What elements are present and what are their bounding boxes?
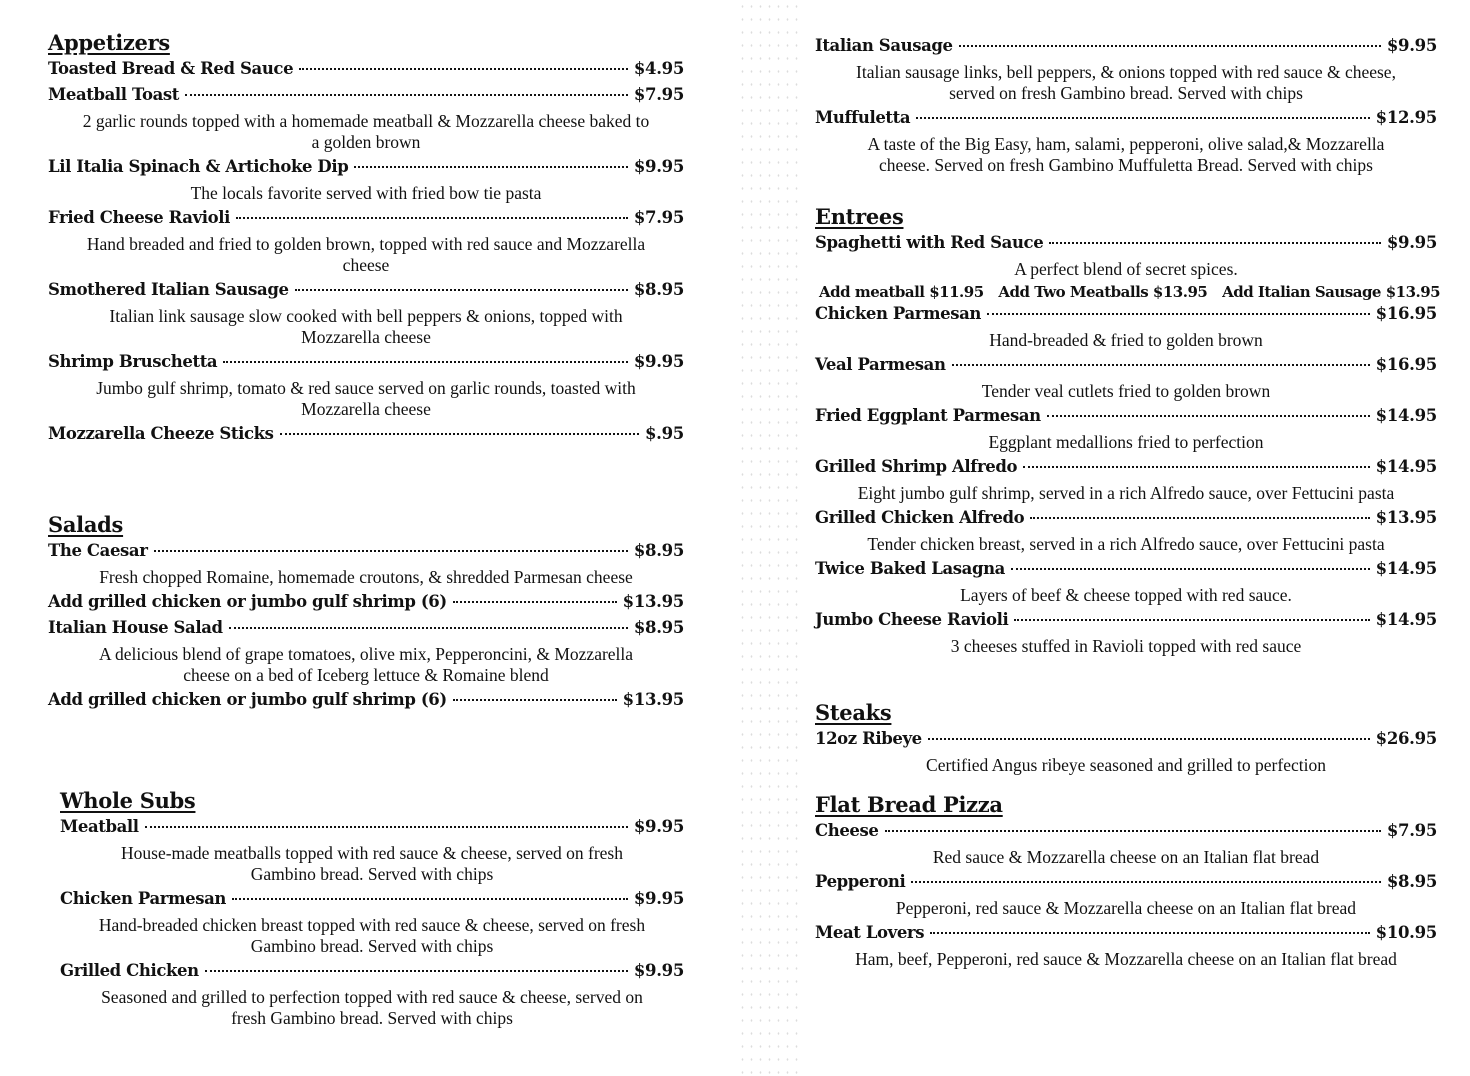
item-line xyxy=(48,690,684,716)
item-line xyxy=(48,424,684,450)
item-price: $9.95 xyxy=(1386,233,1437,252)
menu-item xyxy=(48,352,684,420)
leader-dots xyxy=(229,627,628,629)
item-line xyxy=(815,355,1437,381)
menu-item xyxy=(60,961,684,1029)
item-line xyxy=(815,406,1437,432)
item-name: Mozzarella Cheeze Sticks xyxy=(48,424,274,443)
menu-item xyxy=(815,36,1437,104)
menu-item xyxy=(48,280,684,348)
leader-dots xyxy=(236,217,628,219)
item-description: Ham, beef, Pepperoni, red sauce & Mozzarella cheese on an Italian flat bread xyxy=(855,949,1397,969)
salads-heading: Salads xyxy=(48,512,124,537)
menu-item xyxy=(48,690,684,716)
leader-dots xyxy=(1023,466,1370,468)
item-description: Eight jumbo gulf shrimp, served in a rich Alfredo sauce, over Fettucini pasta xyxy=(857,483,1395,503)
item-price: $8.95 xyxy=(633,280,684,299)
item-name: Toasted Bread & Red Sauce xyxy=(48,59,294,78)
item-name: Meat Lovers xyxy=(815,923,925,942)
item-line xyxy=(815,36,1437,62)
item-price: $13.95 xyxy=(622,690,684,709)
item-price: $16.95 xyxy=(1375,304,1437,323)
item-price: $9.95 xyxy=(633,889,684,908)
item-name: Chicken Parmesan xyxy=(60,889,226,908)
item-price: $4.95 xyxy=(633,59,684,78)
leader-dots xyxy=(185,94,628,96)
item-name: The Caesar xyxy=(48,541,148,560)
leader-dots xyxy=(911,881,1380,883)
menu-item xyxy=(60,889,684,957)
item-description: Seasoned and grilled to perfection topped with red sauce & cheese, served on fresh Gambino bread. Served with chips xyxy=(101,987,643,1028)
item-description: House-made meatballs topped with red sauce & cheese, served on fresh Gambino bread. Served with chips xyxy=(121,843,623,884)
item-name: Fried Eggplant Parmesan xyxy=(815,406,1041,425)
item-name: Fried Cheese Ravioli xyxy=(48,208,230,227)
item-description: Tender veal cutlets fried to golden brown xyxy=(981,381,1271,401)
item-description: Hand-breaded chicken breast topped with red sauce & cheese, served on fresh Gambino bread. Served with chips xyxy=(98,915,646,956)
menu-item xyxy=(815,108,1437,176)
item-name: Italian Sausage xyxy=(815,36,953,55)
item-name: Spaghetti with Red Sauce xyxy=(815,233,1044,252)
menu-item xyxy=(48,541,684,588)
spaghetti-addons xyxy=(815,280,1441,304)
page-fold xyxy=(738,0,802,1076)
item-line xyxy=(48,85,684,111)
menu-item xyxy=(48,208,684,276)
item-description: Italian sausage links, bell peppers, & onions topped with red sauce & cheese, served on fresh Gambino bread. Served with chips xyxy=(856,62,1396,103)
pizza-heading: Flat Bread Pizza xyxy=(815,792,1003,817)
menu-item xyxy=(48,618,684,686)
item-price: $14.95 xyxy=(1375,610,1437,629)
appetizers-heading: Appetizers xyxy=(48,30,170,55)
item-name: Add grilled chicken or jumbo gulf shrimp (6) xyxy=(48,690,447,709)
item-description: Italian link sausage slow cooked with bell peppers & onions, topped with Mozzarella cheese xyxy=(109,306,623,347)
addon-sausage: Add Italian Sausage $13.95 xyxy=(1222,283,1441,301)
item-price: $10.95 xyxy=(1375,923,1437,942)
item-line xyxy=(48,352,684,378)
item-line xyxy=(48,157,684,183)
leader-dots xyxy=(916,117,1369,119)
item-name: Jumbo Cheese Ravioli xyxy=(815,610,1009,629)
leader-dots xyxy=(145,826,628,828)
subs-section xyxy=(60,788,684,1033)
item-price: $14.95 xyxy=(1375,406,1437,425)
leader-dots xyxy=(205,970,628,972)
pizza-section xyxy=(815,792,1437,974)
item-price: $7.95 xyxy=(1386,821,1437,840)
entrees-section xyxy=(815,204,1441,661)
leader-dots xyxy=(1030,517,1369,519)
leader-dots xyxy=(295,289,628,291)
item-price: $7.95 xyxy=(633,85,684,104)
item-name: Chicken Parmesan xyxy=(815,304,981,323)
leader-dots xyxy=(280,433,639,435)
item-description: Layers of beef & cheese topped with red sauce. xyxy=(960,585,1292,605)
item-line xyxy=(815,108,1437,134)
item-line xyxy=(60,961,684,987)
menu-item xyxy=(815,508,1437,555)
item-line xyxy=(815,304,1437,330)
item-name: Shrimp Bruschetta xyxy=(48,352,218,371)
item-description: Fresh chopped Romaine, homemade croutons, & shredded Parmesan cheese xyxy=(99,567,633,587)
appetizers-section xyxy=(48,30,684,450)
item-line xyxy=(60,889,684,915)
leader-dots xyxy=(154,550,628,552)
item-line xyxy=(48,208,684,234)
entrees-list xyxy=(815,304,1437,657)
menu-item xyxy=(815,355,1437,402)
item-name: Smothered Italian Sausage xyxy=(48,280,289,299)
addon-meatball: Add meatball $11.95 xyxy=(819,283,984,301)
menu-item xyxy=(60,817,684,885)
leader-dots xyxy=(959,45,1381,47)
leader-dots xyxy=(1014,619,1369,621)
item-description: Tender chicken breast, served in a rich Alfredo sauce, over Fettucini pasta xyxy=(867,534,1385,554)
subs-continued-section xyxy=(815,36,1437,180)
menu-item xyxy=(815,406,1437,453)
item-price: $7.95 xyxy=(633,208,684,227)
item-price: $14.95 xyxy=(1375,559,1437,578)
leader-dots xyxy=(928,738,1370,740)
menu-item xyxy=(48,157,684,204)
item-name: Cheese xyxy=(815,821,879,840)
leader-dots xyxy=(232,898,628,900)
item-name: Lil Italia Spinach & Artichoke Dip xyxy=(48,157,349,176)
menu-item xyxy=(815,923,1437,970)
item-description: Pepperoni, red sauce & Mozzarella cheese on an Italian flat bread xyxy=(895,898,1357,918)
item-description: Eggplant medallions fried to perfection xyxy=(988,432,1264,452)
item-description: A taste of the Big Easy, ham, salami, pepperoni, olive salad,& Mozzarella cheese. Served on fresh Gambino Muffuletta Bread. Served with chips xyxy=(867,134,1385,175)
item-price: $9.95 xyxy=(633,817,684,836)
item-description: Jumbo gulf shrimp, tomato & red sauce served on garlic rounds, toasted with Mozzarella cheese xyxy=(96,378,636,419)
item-price: $8.95 xyxy=(1386,872,1437,891)
item-name: Grilled Chicken xyxy=(60,961,199,980)
entrees-heading: Entrees xyxy=(815,204,904,229)
leader-dots xyxy=(299,68,628,70)
item-price: $8.95 xyxy=(633,541,684,560)
item-price: $8.95 xyxy=(633,618,684,637)
steaks-heading: Steaks xyxy=(815,700,892,725)
item-line xyxy=(815,457,1437,483)
item-name: Veal Parmesan xyxy=(815,355,946,374)
item-price: $13.95 xyxy=(622,592,684,611)
item-line xyxy=(60,817,684,843)
menu-item xyxy=(815,457,1437,504)
steaks-section xyxy=(815,700,1437,780)
item-price: $.95 xyxy=(645,424,684,443)
leader-dots xyxy=(453,601,617,603)
item-line xyxy=(48,280,684,306)
item-line xyxy=(815,729,1437,755)
leader-dots xyxy=(952,364,1370,366)
menu-item xyxy=(815,233,1437,280)
item-price: $9.95 xyxy=(633,961,684,980)
item-line xyxy=(815,923,1437,949)
menu-item xyxy=(815,610,1437,657)
item-line xyxy=(48,618,684,644)
menu-item xyxy=(48,592,684,618)
item-name: Grilled Shrimp Alfredo xyxy=(815,457,1018,476)
item-line xyxy=(815,610,1437,636)
leader-dots xyxy=(1011,568,1370,570)
item-price: $16.95 xyxy=(1375,355,1437,374)
menu-item xyxy=(815,729,1437,776)
item-line xyxy=(815,233,1437,259)
leader-dots xyxy=(987,313,1370,315)
item-description: 2 garlic rounds topped with a homemade meatball & Mozzarella cheese baked to a golden brown xyxy=(82,111,650,152)
item-name: 12oz Ribeye xyxy=(815,729,922,748)
item-description: A delicious blend of grape tomatoes, olive mix, Pepperoncini, & Mozzarella cheese on a bed of Iceberg lettuce & Romaine blend xyxy=(98,644,634,685)
item-price: $9.95 xyxy=(633,157,684,176)
item-line xyxy=(815,559,1437,585)
subs-heading: Whole Subs xyxy=(60,788,196,813)
leader-dots xyxy=(1047,415,1370,417)
item-price: $9.95 xyxy=(633,352,684,371)
item-name: Meatball Toast xyxy=(48,85,179,104)
item-description: Hand-breaded & fried to golden brown xyxy=(989,330,1263,350)
menu-item xyxy=(48,59,684,85)
item-line xyxy=(815,508,1437,534)
leader-dots xyxy=(354,166,627,168)
item-name: Grilled Chicken Alfredo xyxy=(815,508,1025,527)
item-price: $14.95 xyxy=(1375,457,1437,476)
item-line xyxy=(815,821,1437,847)
item-description: The locals favorite served with fried bow tie pasta xyxy=(190,183,542,203)
item-name: Pepperoni xyxy=(815,872,906,891)
leader-dots xyxy=(1049,242,1381,244)
item-name: Add grilled chicken or jumbo gulf shrimp (6) xyxy=(48,592,447,611)
menu-item xyxy=(815,559,1437,606)
item-description: A perfect blend of secret spices. xyxy=(1014,259,1238,279)
item-name: Meatball xyxy=(60,817,139,836)
item-name: Twice Baked Lasagna xyxy=(815,559,1005,578)
item-line xyxy=(815,872,1437,898)
leader-dots xyxy=(885,830,1381,832)
leader-dots xyxy=(223,361,628,363)
leader-dots xyxy=(453,699,617,701)
menu-item xyxy=(815,821,1437,868)
item-line xyxy=(48,592,684,618)
menu-item xyxy=(815,304,1437,351)
item-price: $26.95 xyxy=(1375,729,1437,748)
leader-dots xyxy=(930,932,1370,934)
item-price: $12.95 xyxy=(1375,108,1437,127)
item-description: Red sauce & Mozzarella cheese on an Italian flat bread xyxy=(932,847,1320,867)
item-line xyxy=(48,59,684,85)
menu-item xyxy=(815,872,1437,919)
item-name: Muffuletta xyxy=(815,108,911,127)
menu-item xyxy=(48,85,684,153)
salads-section xyxy=(48,512,684,716)
item-price: $13.95 xyxy=(1375,508,1437,527)
addon-two-meatballs: Add Two Meatballs $13.95 xyxy=(998,283,1208,301)
menu-item xyxy=(48,424,684,450)
item-line xyxy=(48,541,684,567)
item-name: Italian House Salad xyxy=(48,618,223,637)
item-description: 3 cheeses stuffed in Ravioli topped with red sauce xyxy=(950,636,1302,656)
item-description: Certified Angus ribeye seasoned and grilled to perfection xyxy=(926,755,1326,775)
item-price: $9.95 xyxy=(1386,36,1437,55)
item-description: Hand breaded and fried to golden brown, topped with red sauce and Mozzarella cheese xyxy=(86,234,646,275)
